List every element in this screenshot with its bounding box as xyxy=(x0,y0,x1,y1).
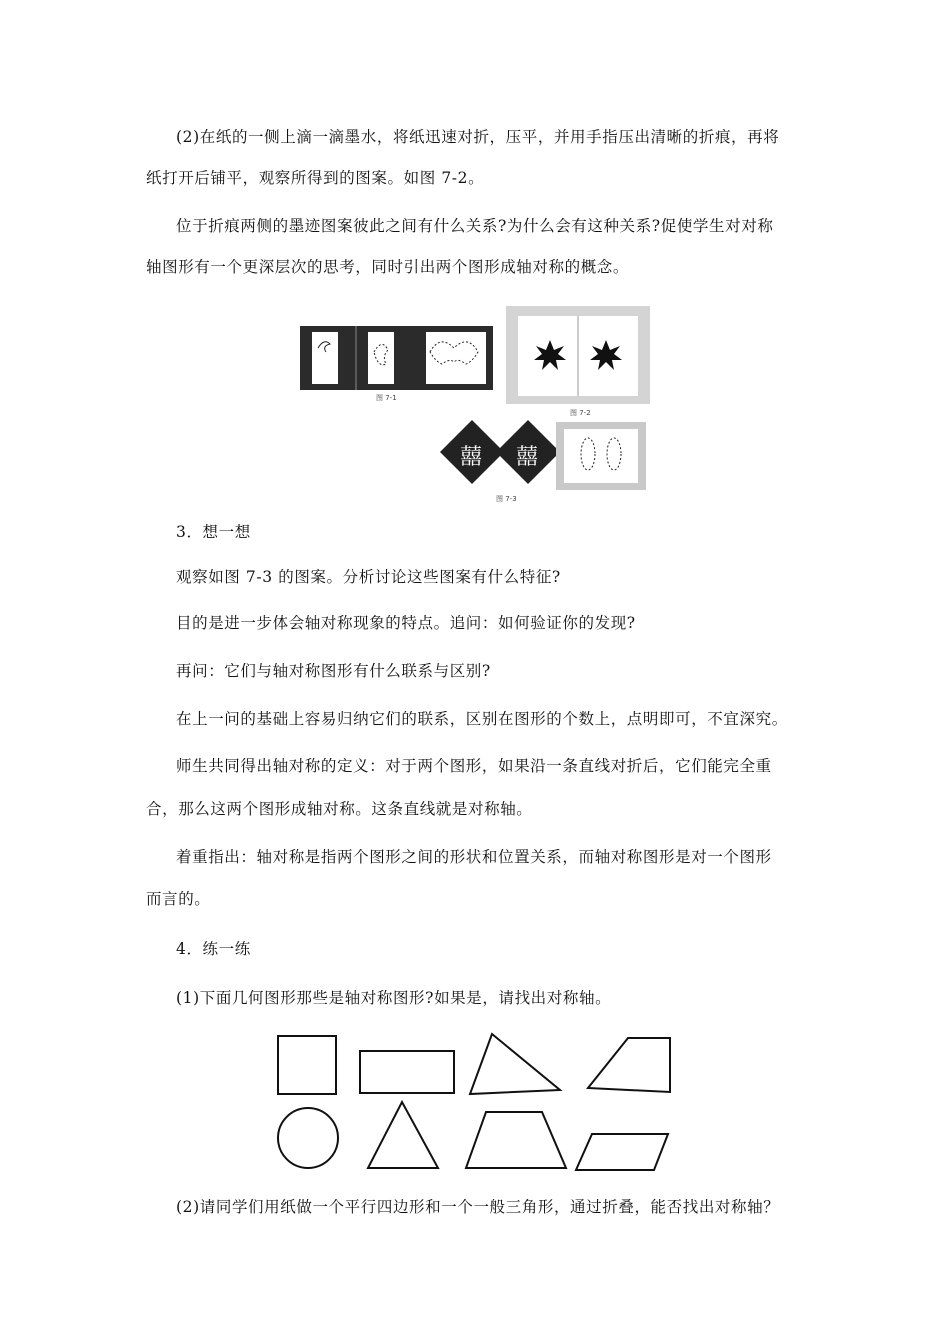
caption-fig-7-3: 图 7-3 xyxy=(496,495,517,503)
figure-illustration xyxy=(296,302,658,508)
geometric-shapes-figure xyxy=(270,1030,680,1178)
figures-7-1-to-7-3 xyxy=(296,302,658,508)
xi-char-right: 囍 xyxy=(516,445,539,470)
triangle-shape xyxy=(368,1102,438,1168)
right-triangle-shape xyxy=(470,1034,560,1094)
exercise-2: (2)请同学们用纸做一个平行四边形和一个一般三角形，通过折叠，能否找出对称轴？ xyxy=(176,1198,780,1216)
caption-fig-7-2: 图 7-2 xyxy=(570,409,591,417)
para-6: 在上一问的基础上容易归纳它们的联系，区别在图形的个数上，点明即可，不宜深究。 xyxy=(176,710,788,728)
para-2-line-2: 轴图形有一个更深层次的思考，同时引出两个图形成轴对称的概念。 xyxy=(146,258,630,276)
para-1-line-1: (2)在纸的一侧上滴一滴墨水，将纸迅速对折，压平，并用手指压出清晰的折痕，再将 xyxy=(176,128,780,146)
xi-char-left: 囍 xyxy=(460,445,483,470)
para-4: 目的是进一步体会轴对称现象的特点。追问：如何验证你的发现? xyxy=(176,614,636,632)
rectangle-shape xyxy=(360,1051,454,1093)
para-3: 观察如图 7-3 的图案。分析讨论这些图案有什么特征? xyxy=(176,568,561,586)
parallelogram-shape xyxy=(576,1134,668,1170)
section-4-heading: 4．练一练 xyxy=(176,940,251,958)
para-8-line-2: 而言的。 xyxy=(146,890,211,908)
square-shape xyxy=(278,1036,336,1094)
shapes-illustration xyxy=(270,1030,680,1178)
right-trapezoid-shape xyxy=(588,1038,670,1092)
para-7-line-1: 师生共同得出轴对称的定义：对于两个图形，如果沿一条直线对折后，它们能完全重 xyxy=(176,757,772,775)
para-2-line-1: 位于折痕两侧的墨迹图案彼此之间有什么关系?为什么会有这种关系?促使学生对对称 xyxy=(176,217,774,235)
fig-7-2 xyxy=(506,306,650,404)
para-8-line-1: 着重指出：轴对称是指两个图形之间的形状和位置关系，而轴对称图形是对一个图形 xyxy=(176,848,772,866)
fig-7-1 xyxy=(300,326,493,390)
exercise-1: (1)下面几何图形那些是轴对称图形?如果是，请找出对称轴。 xyxy=(176,989,612,1007)
section-3-heading: 3．想一想 xyxy=(176,523,251,541)
para-7-line-2: 合，那么这两个图形成轴对称。这条直线就是对称轴。 xyxy=(146,800,533,818)
trapezoid-shape xyxy=(466,1112,566,1168)
circle-shape xyxy=(278,1108,338,1168)
para-1-line-2: 纸打开后铺平，观察所得到的图案。如图 7-2。 xyxy=(146,169,485,187)
para-5: 再问：它们与轴对称图形有什么联系与区别? xyxy=(176,662,491,680)
caption-fig-7-1: 图 7-1 xyxy=(376,394,397,402)
